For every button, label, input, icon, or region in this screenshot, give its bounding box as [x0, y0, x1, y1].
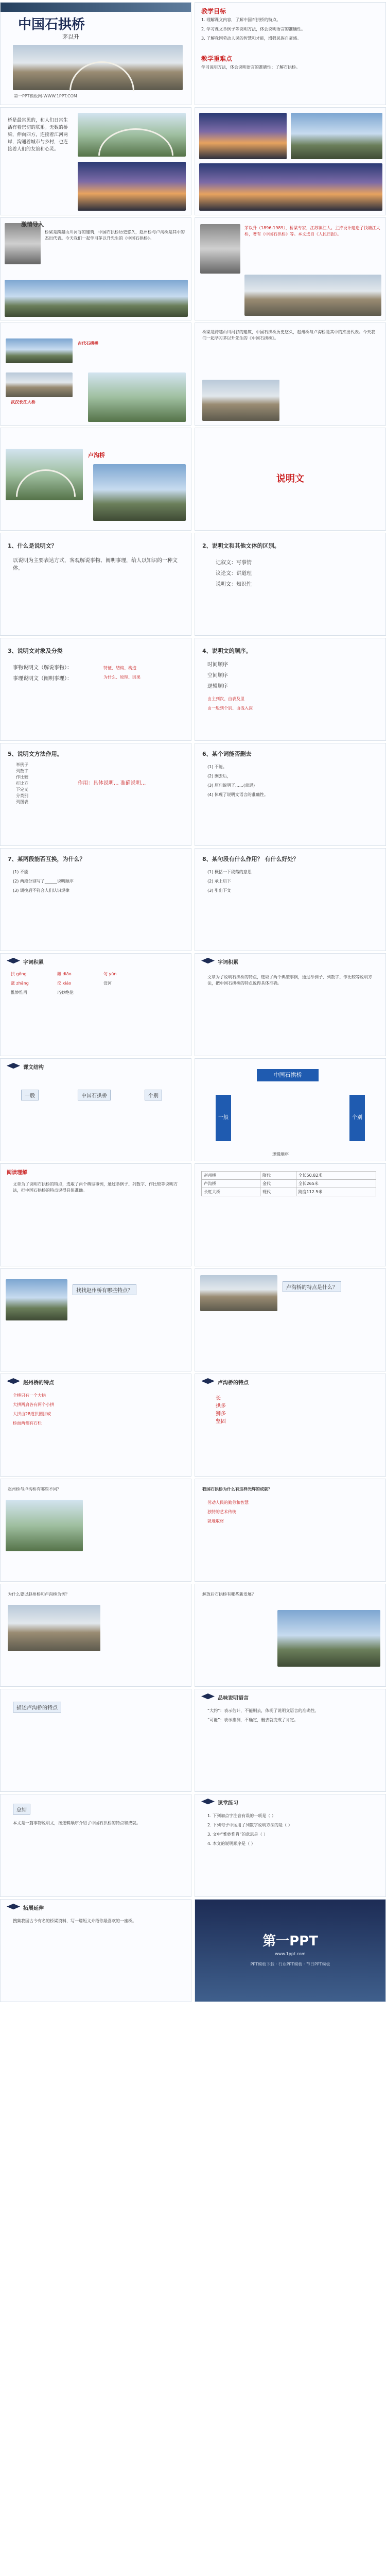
intro-photo-top: [78, 113, 186, 157]
q3-item: 事理说明文（阐明事理）：: [13, 676, 72, 682]
graduation-cap-icon: [201, 1378, 215, 1385]
ending-site[interactable]: www.1ppt.com: [275, 1952, 306, 1956]
slide-city-bridges[interactable]: [195, 107, 386, 215]
structure-label: 逻辑顺序: [272, 1152, 289, 1157]
slide-summary[interactable]: [0, 1794, 191, 1897]
author-text: 茅以升（1896-1989），桥梁专家，江苏镇江人。主持设计建造了钱塘江大桥，著有《中国石拱桥》等。本文选自《人民日报》。: [244, 226, 380, 236]
zhaozhou-answers: [13, 1393, 54, 1430]
why-heading: 我国石拱桥为什么有这样光辉的成就？: [202, 1487, 272, 1492]
slide-reading[interactable]: [0, 1163, 191, 1266]
author-detail-text: 桥梁是跨越山川河谷的建筑，中国石拱桥历史悠久，赵州桥与卢沟桥是其中的杰出代表。今天我们一起学习茅以升先生的《中国石拱桥》。: [202, 330, 375, 341]
words-grid: [11, 971, 150, 996]
q5-item: 举例子: [16, 762, 28, 767]
table-row: [202, 1172, 376, 1180]
table-cell: 长虹大桥: [202, 1188, 260, 1196]
compare-photo: [6, 1500, 83, 1551]
q5-heading: 5、说明文方法作用。: [8, 751, 63, 757]
q8-heading: 8、某句段有什么作用？ 有什么好处？: [202, 856, 299, 862]
slide-bridge-gallery[interactable]: [0, 323, 191, 426]
slide-author[interactable]: [195, 217, 386, 320]
table-cell: 全长50.82米: [296, 1172, 376, 1180]
arch-shape: [98, 128, 173, 156]
photo-q-heading: 描述卢沟桥的特点: [13, 1702, 61, 1713]
summary-heading: 总结: [13, 1804, 30, 1815]
author-photo: [200, 224, 240, 274]
graduation-cap-icon: [7, 1904, 20, 1911]
author-bridge-photo: [244, 275, 381, 316]
q6-item: (3) 原句说明了……(意思): [207, 783, 255, 788]
why-list: [207, 1500, 249, 1528]
new-bridges-photo: [277, 1610, 380, 1667]
q7-item: (1) 不能: [13, 870, 28, 874]
table-cell: 跨度112.5米: [296, 1188, 376, 1196]
table-cell: 现代: [260, 1188, 296, 1196]
slide-compare[interactable]: [0, 1479, 191, 1582]
bridge-photo-c: [88, 372, 186, 422]
q3-list: [13, 664, 72, 686]
structure-branch: 个别: [349, 1095, 365, 1141]
why2-text: 为什么要以赵州桥和卢沟桥为例？: [8, 1592, 69, 1597]
q2-list: [216, 559, 252, 591]
words2-heading: 字词积累: [218, 960, 238, 965]
zhaozhou-photo: [6, 1279, 67, 1320]
q6-item: (2) 删去后，: [207, 774, 231, 778]
slide-cover[interactable]: [0, 2, 191, 105]
slide-lugou[interactable]: [0, 428, 191, 531]
table-cell: 金代: [260, 1180, 296, 1188]
slide-lead[interactable]: [0, 217, 191, 320]
slide-genre[interactable]: [195, 428, 386, 531]
language-heading: 品味说明语言: [218, 1696, 249, 1701]
reading-text: 文章为了说明石拱桥的特点，选取了两个典型事例，通过举例子、列数字、作比较等说明方法，把中国石拱桥的特点说得具体准确。: [13, 1182, 178, 1193]
zhaozhou-answer-heading: 赵州桥的特点: [23, 1380, 54, 1386]
why2-photo: [8, 1605, 100, 1651]
zhaozhou-question: 找找赵州桥有哪些特点？: [73, 1284, 136, 1295]
slide-q6[interactable]: [195, 743, 386, 846]
q8-item: (2) 承上启下: [207, 879, 231, 884]
q1-heading: 1、什么是说明文？: [8, 543, 57, 549]
slide-why2[interactable]: [0, 1584, 191, 1687]
words-heading: 字词积累: [23, 960, 44, 965]
arch-shape: [16, 469, 76, 497]
q2-heading: 2、说明文和其他文体的区别。: [202, 543, 280, 549]
why-item: 劳动人民的勤劳和智慧: [207, 1500, 249, 1505]
extra-text: 搜集我国古今有名的桥梁资料，写一篇短文介绍你最喜欢的一座桥。: [13, 1919, 136, 1923]
slide-q1[interactable]: [0, 533, 191, 636]
word-item: 匀 yún: [103, 972, 117, 976]
q2-item: 议论文：讲道理: [216, 571, 252, 577]
q7-item: (2) 两段分别写了______说明顺序: [13, 879, 74, 884]
goals-list: [201, 17, 380, 45]
practice-item: 2. 下列句子中运用了列数字说明方法的是（ ）: [207, 1823, 292, 1827]
goal-item: 1. 理解课文内容，了解中国石拱桥的特点。: [201, 18, 281, 22]
bridge-table: [201, 1171, 376, 1196]
slide-why[interactable]: [195, 1479, 386, 1582]
q4-note: 由一般到个别、由浅入深: [207, 706, 253, 710]
slide-author-detail[interactable]: [195, 323, 386, 426]
table-cell: 全长265米: [296, 1180, 376, 1188]
compare-text: 赵州桥与卢沟桥有哪些不同？: [8, 1487, 61, 1492]
words2-text: 文章为了说明石拱桥的特点，选取了两个典型事例，通过举例子、列数字、作比较等说明方法，把中国石拱桥的特点说得具体准确。: [207, 975, 372, 986]
graduation-cap-icon: [7, 1063, 20, 1070]
table-row: [202, 1188, 376, 1196]
cover-bridge-photo: [13, 45, 183, 90]
goal-item: 3. 了解我国劳动人民的智慧和才能，增强民族自豪感。: [201, 36, 302, 41]
language-item: “可能”：表示推测，不确定，删去就变成了肯定。: [207, 1718, 299, 1722]
practice-heading: 课堂练习: [218, 1801, 238, 1806]
bridge-photo-a: [6, 338, 73, 363]
structure-node: 一般: [21, 1090, 39, 1100]
slide-lugou-a[interactable]: [195, 1374, 386, 1477]
q8-item: (1) 概括一下段落的意思: [207, 870, 252, 874]
arch-shape: [69, 61, 134, 91]
label-wuhan-bridge: 武汉长江大桥: [11, 400, 36, 404]
zhaozhou-answer: 全桥只有一个大拱: [13, 1393, 46, 1398]
slide-q4[interactable]: [195, 638, 386, 741]
practice-item: 4. 本文的说明顺序是（ ）: [207, 1841, 255, 1846]
language-list: [207, 1708, 376, 1726]
language-item: “大约”：表示估计，不能删去，体现了说明文语言的准确性。: [207, 1708, 319, 1713]
slide-practice[interactable]: [195, 1794, 386, 1897]
slide-lugou-q[interactable]: [195, 1268, 386, 1371]
graduation-cap-icon: [201, 1693, 215, 1701]
zhaozhou-answer: 桥面两侧有石栏: [13, 1421, 42, 1426]
q8-item: (3) 引出下文: [207, 888, 231, 893]
slide-table[interactable]: [195, 1163, 386, 1266]
focus-heading: 教学重难点: [201, 55, 233, 62]
intro-text: 桥是最常见的，和人们日常生活有着密切的联系。无数的桥梁，伸向四方，连接着江河两岸，沟通着城市与乡村，也连接着人们的友谊和心灵。: [8, 118, 68, 152]
q5-note: 作用：具体说明... 准确说明...: [78, 781, 146, 786]
slide-language[interactable]: [195, 1689, 386, 1792]
lugou-q-photo: [200, 1275, 277, 1311]
slide-structure-a[interactable]: [0, 1058, 191, 1161]
label-ancient-bridge: 古代石拱桥: [78, 341, 98, 346]
q3-heading: 3、说明文对象及分类: [8, 648, 63, 654]
table-row: [202, 1180, 376, 1188]
word-item: 巧妙绝伦: [57, 990, 74, 995]
q4-item: 空间顺序: [207, 673, 228, 679]
slide-q3[interactable]: [0, 638, 191, 741]
q4-item: 时间顺序: [207, 662, 228, 668]
ending-note: PPT模板下载 · 行业PPT模板 · 节日PPT模板: [250, 1962, 330, 1967]
lead-heading: 激情导入: [21, 221, 44, 228]
genre-title: 说明文: [276, 473, 304, 484]
q2-item: 记叙文：写事情: [216, 560, 252, 566]
lugou-item: 狮多: [216, 1411, 226, 1417]
slide-q5[interactable]: [0, 743, 191, 846]
word-item: 涨 zhǎng: [11, 981, 29, 986]
goals-heading: 教学目标: [201, 8, 226, 15]
slide-intro[interactable]: [0, 107, 191, 215]
table-cell: 赵州桥: [202, 1172, 260, 1180]
summary-text: 本文是一篇事物说明文，按逻辑顺序介绍了中国石拱桥的特点和成就。: [13, 1821, 141, 1825]
slide-goals[interactable]: [195, 2, 386, 105]
word-item: 雕 diāo: [57, 972, 72, 976]
word-item: 洨河: [103, 981, 112, 986]
city-photo-3: [199, 163, 382, 211]
slide-structure-b[interactable]: [195, 1058, 386, 1161]
slide-photo-q[interactable]: [0, 1689, 191, 1792]
q7-list: [13, 869, 74, 897]
word-item: 惟妙惟肖: [11, 990, 27, 995]
graduation-cap-icon: [7, 1378, 20, 1385]
structure-node: 中国石拱桥: [78, 1090, 111, 1100]
q3-note: 特征、结构、构造: [103, 666, 136, 670]
practice-item: 3. 文中“惟妙惟肖”的意思是（ ）: [207, 1832, 268, 1837]
extra-heading: 拓展延伸: [23, 1906, 44, 1911]
lugou-item: 长: [216, 1396, 221, 1401]
q1-text: 以说明为主要表达方式，客观解说事物、阐明事理，给人以知识的一种文体。: [13, 558, 178, 571]
structure-node: 个别: [145, 1090, 162, 1100]
q5-item: 作比较: [16, 775, 28, 779]
q2-item: 说明文：知识性: [216, 582, 252, 587]
reading-heading: 阅读理解: [7, 1170, 27, 1176]
table-cell: 隋代: [260, 1172, 296, 1180]
lead-photo: [5, 280, 188, 317]
slide-q7[interactable]: [0, 848, 191, 951]
lugou-heading: 卢沟桥的特点: [218, 1380, 249, 1386]
zhaozhou-answer: 大拱两肩各有两个小拱: [13, 1402, 54, 1407]
q6-list: [207, 764, 268, 801]
slide-new-bridges[interactable]: [195, 1584, 386, 1687]
q7-heading: 7、某两段能否互换，为什么？: [8, 856, 85, 862]
practice-item: 1. 下列加点字注音有误的一项是（ ）: [207, 1814, 276, 1818]
lugou-item: 坚固: [216, 1419, 226, 1425]
lugou-photo: [6, 449, 83, 500]
graduation-cap-icon: [7, 958, 20, 965]
structure-root: 中国石拱桥: [257, 1069, 319, 1081]
slide-words-2[interactable]: [195, 953, 386, 1056]
slide-ending[interactable]: [195, 1899, 386, 2002]
city-photo-2: [291, 113, 382, 159]
q5-item: 列图表: [16, 800, 28, 804]
structure-branch: 一般: [216, 1095, 231, 1141]
lugou-question: 卢沟桥的特点是什么？: [283, 1281, 341, 1292]
q4-notes: [207, 696, 253, 715]
q5-item: 下定义: [16, 787, 28, 792]
portrait-photo: [5, 223, 41, 264]
slide-words[interactable]: [0, 953, 191, 1056]
q5-list: [16, 762, 28, 805]
cover-title: 中国石拱桥: [18, 17, 85, 32]
q3-notes: [103, 665, 141, 684]
q4-list: [207, 661, 228, 693]
q4-note: 由主到次、由表及里: [207, 697, 244, 701]
lugou-photo-2: [93, 464, 186, 521]
lugou-item: 拱多: [216, 1403, 226, 1409]
lead-text: 桥梁是跨越山川河谷的建筑，中国石拱桥历史悠久，赵州桥与卢沟桥是其中的杰出代表。今天我们一起学习茅以升先生的《中国石拱桥》。: [45, 230, 185, 241]
cover-site: 第一PPT模板网-WWW.1PPT.COM: [14, 94, 77, 98]
q3-note: 为什么、原理、因果: [103, 675, 141, 680]
goal-item: 2. 学习课文举例子等说明方法，体会说明语言的准确性。: [201, 27, 306, 31]
why-item: 独特的艺术传统: [207, 1510, 236, 1514]
practice-list: [207, 1813, 376, 1850]
q5-item: 列数字: [16, 769, 28, 773]
q8-list: [207, 869, 252, 897]
q3-item: 事物说明文（解说事物）：: [13, 665, 72, 671]
table-cell: 卢沟桥: [202, 1180, 260, 1188]
focus-text: 学习说明方法，体会说明语言的准确性；了解石拱桥。: [201, 65, 300, 70]
why-item: 就地取材: [207, 1519, 224, 1523]
bridge-photo-b: [6, 372, 73, 397]
graduation-cap-icon: [201, 1799, 215, 1806]
q5-item: 分类别: [16, 793, 28, 798]
lugou-list: [216, 1395, 226, 1426]
city-photo-1: [199, 113, 287, 159]
q6-item: (1) 不能。: [207, 765, 227, 769]
q6-heading: 6、某个词能否删去: [202, 751, 252, 757]
q4-item: 逻辑顺序: [207, 684, 228, 689]
zhaozhou-answer: 大拱由28道拱圈拼成: [13, 1412, 51, 1416]
word-item: 拱 gǒng: [11, 972, 27, 976]
label-lugou: 卢沟桥: [88, 452, 105, 459]
q4-heading: 4、说明文的顺序。: [202, 648, 252, 654]
cover-author: 茅以升: [62, 33, 79, 40]
slide-q8[interactable]: [195, 848, 386, 951]
structure-heading: 课文结构: [23, 1065, 44, 1071]
slide-q2[interactable]: [195, 533, 386, 636]
ending-brand: 第一PPT: [262, 1934, 318, 1949]
slide-extra[interactable]: [0, 1899, 191, 2002]
q6-item: (4) 体现了说明文语言的准确性。: [207, 792, 268, 797]
slide-zhaozhou-q[interactable]: [0, 1268, 191, 1371]
title-bar: [1, 3, 191, 12]
graduation-cap-icon: [201, 958, 215, 965]
author-detail-photo: [202, 380, 279, 421]
word-item: 洨 xiáo: [57, 981, 72, 986]
q7-item: (3) 调换后不符合人们认识规律: [13, 888, 69, 893]
q5-item: 打比方: [16, 781, 28, 786]
intro-photo-bottom: [78, 162, 186, 211]
new-bridges-text: 解放后石拱桥有哪些新发展？: [202, 1592, 256, 1597]
slide-zhaozhou-a[interactable]: [0, 1374, 191, 1477]
